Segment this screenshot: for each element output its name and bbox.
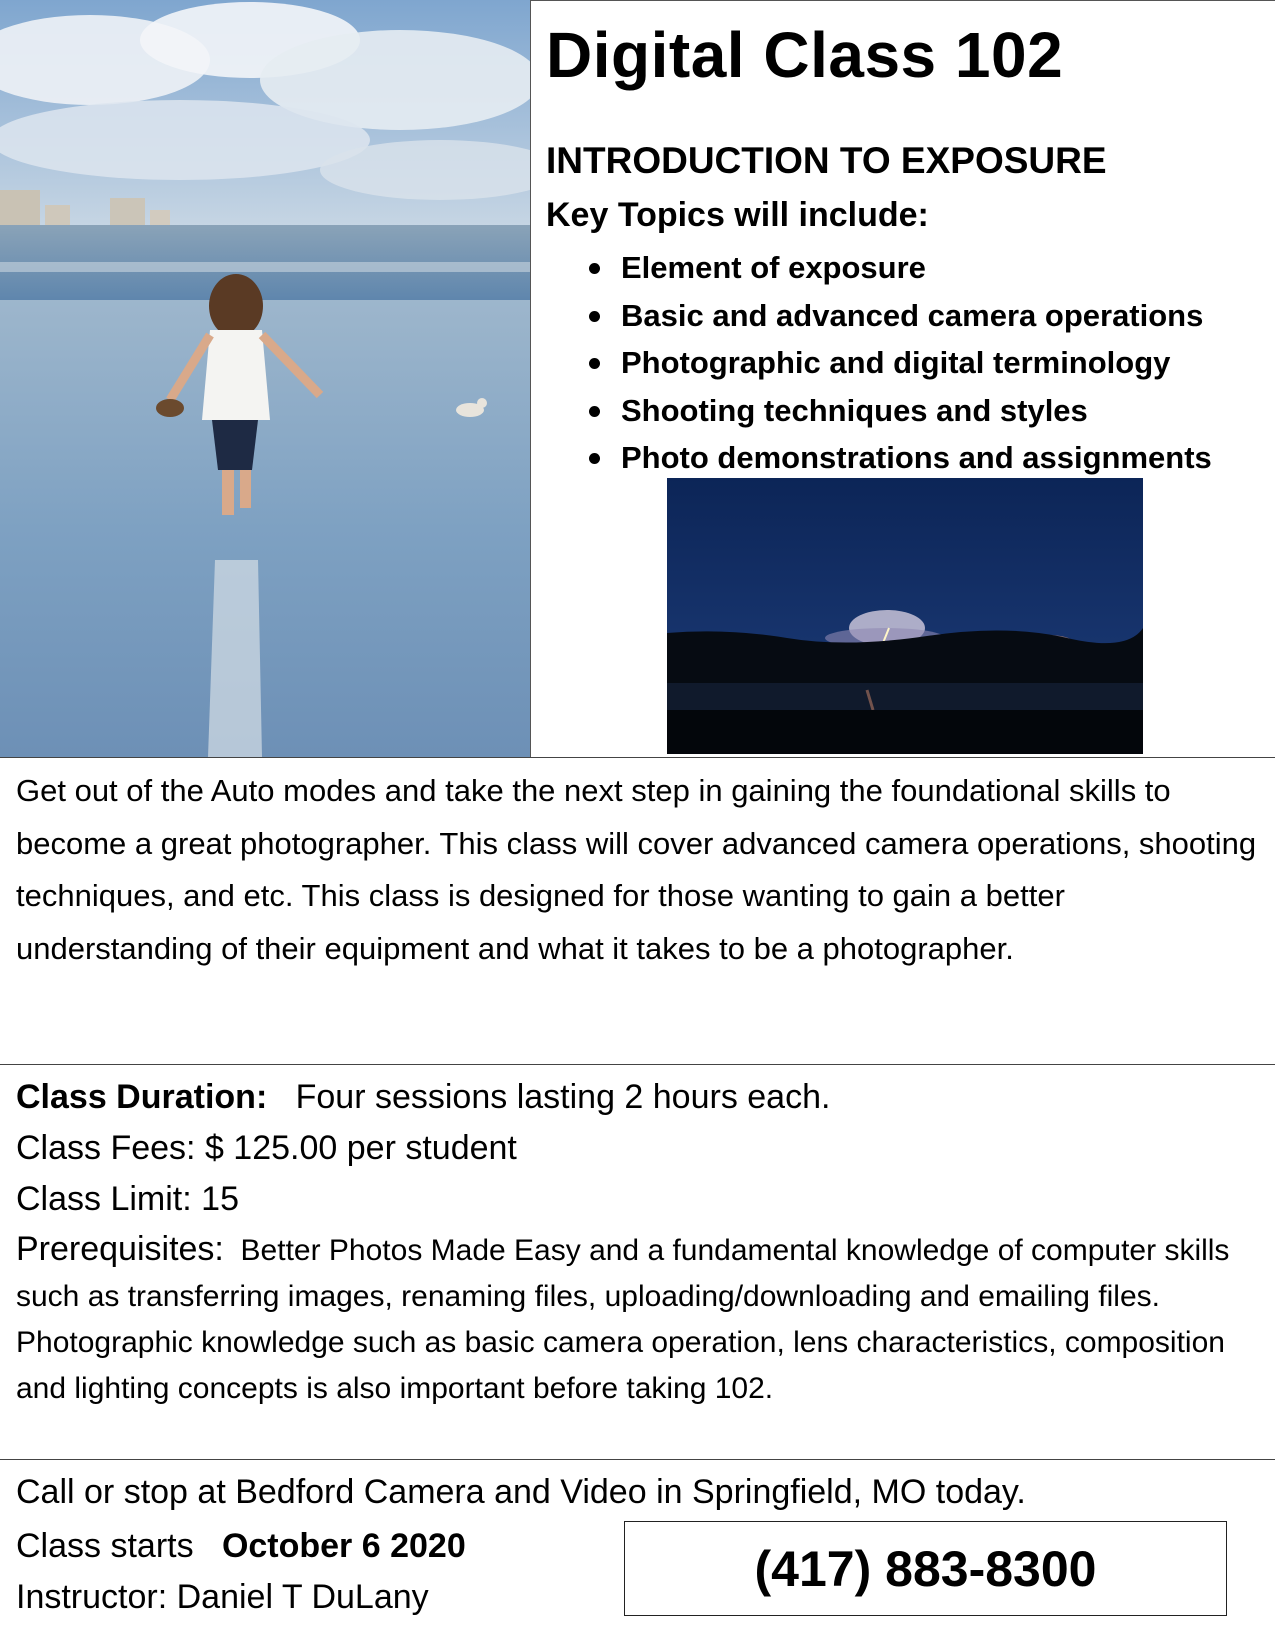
- page-subtitle: INTRODUCTION TO EXPOSURE: [546, 140, 1107, 181]
- divider: [0, 1064, 1275, 1065]
- duration-value: Four sessions lasting 2 hours each.: [295, 1078, 831, 1116]
- limit-label: Class Limit:: [16, 1180, 192, 1218]
- divider: [0, 757, 1275, 758]
- topic-item: [585, 292, 1212, 340]
- topic-item: [585, 387, 1212, 435]
- page-title: Digital Class 102: [546, 19, 1064, 91]
- prerequisites-value: Better Photos Made Easy and a fundamental knowledge of computer skills such as transferring images, renaming files, uploading/downloading and emailing files. Photographic knowledge such as basic camera operation, lens characteristics, composition and lighting concepts is also important before taking 102.: [16, 1234, 1230, 1405]
- bullet-icon: [589, 406, 600, 417]
- fees-label: Class Fees:: [16, 1129, 196, 1167]
- instructor-label: Instructor:: [16, 1578, 168, 1616]
- starts-line: [16, 1527, 466, 1566]
- topic-text: Element of exposure: [621, 250, 926, 285]
- starts-label: Class starts: [16, 1527, 194, 1565]
- duration-line: [16, 1078, 830, 1117]
- bullet-icon: [589, 453, 600, 464]
- starts-date: October 6 2020: [221, 1527, 466, 1565]
- topic-text: Shooting techniques and styles: [621, 392, 1088, 428]
- topic-text: Photo demonstrations and assignments: [621, 440, 1212, 475]
- lightning-photo: [667, 478, 1143, 754]
- fees-line: [16, 1129, 517, 1168]
- prerequisites: [16, 1226, 1266, 1452]
- topic-item: [585, 434, 1212, 482]
- topic-item: [585, 339, 1212, 387]
- bullet-icon: [589, 311, 600, 322]
- topic-text: Photographic and digital terminology: [621, 345, 1171, 380]
- phone-box: [624, 1521, 1227, 1616]
- call-text: Call or stop at Bedford Camera and Video in Springfield, MO today.: [16, 1473, 1026, 1511]
- divider: [0, 1459, 1275, 1460]
- class-description: Get out of the Auto modes and take the next step in gaining the foundational skills to become a great photographer. This class will cover advanced camera operations, shooting techniques, and etc. This class is designed for those wanting to gain a better understanding of their equipment and what it takes to be a photographer.: [16, 773, 1257, 966]
- bullet-icon: [589, 358, 600, 369]
- bullet-icon: [589, 263, 600, 274]
- fees-value: $ 125.00 per student: [204, 1129, 517, 1167]
- phone-number: (417) 883-8300: [754, 1540, 1097, 1597]
- instructor-name: Daniel T DuLany: [176, 1578, 429, 1616]
- instructor-line: [16, 1578, 429, 1617]
- beach-photo: [0, 0, 530, 757]
- prerequisites-label: Prerequisites:: [16, 1230, 224, 1268]
- topic-text: Basic and advanced camera operations: [621, 297, 1204, 333]
- topics-heading: Key Topics will include:: [546, 196, 929, 234]
- limit-line: [16, 1180, 239, 1219]
- topic-item: [585, 244, 1212, 292]
- limit-value: 15: [201, 1180, 239, 1218]
- duration-label: Class Duration:: [16, 1078, 268, 1116]
- topics-list: [585, 244, 1212, 482]
